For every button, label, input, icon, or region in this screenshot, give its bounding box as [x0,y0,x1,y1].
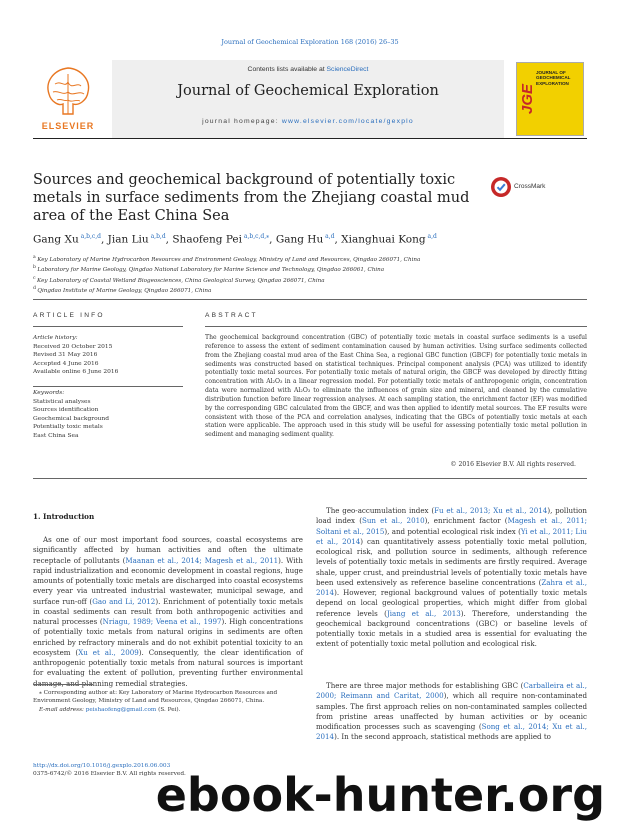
citation-link[interactable]: Nriagu, 1989; Veena et al., 1997 [102,617,222,626]
citation-link[interactable]: Yi et al., 2011; Liu et al., 2014 [316,526,587,546]
abstract-body: The geochemical background concentration (GBC) of potentially toxic metals in coastal surface sediments is a useful reference to assess the extent of sediment contamination caused by human activities. Using surface sediments collected from the Zhejiang coastal mud area of the East China Sea, a regional GBC function (GBCF) for potentially toxic metals in sediments was constructed based on statistical techniques. Principal component analysis (PCA) was utilized to identify potentially toxic metal sources. For potentially toxic metals of natural origin, the GBCF was developed by directly fitting concentration with Al₂O₃ in a linear regression model. For potentially toxic metals of anthropogenic origin, concentration data were normalized with Al₂O₃ to eliminate the influences of grain size and mineral, and cleaned by the cumulative distribution function before linear regression analyses. At each sampling station, the enrichment factor (EF) was modified by the corresponding GBC calculated from the GBCF, and was then applied to identify metal sources. The EF results were consistent with those of the PCA and correlation analyses, indicating that the GBCs of potentially toxic metals at each station were applicable. The approach used in this study will be useful for assessing potentially toxic metal pollution in sediment and managing sediment quality. [205,334,587,439]
history-item: Available online 6 June 2016 [33,369,119,376]
divider [33,478,587,479]
crossmark-icon[interactable] [490,176,512,198]
affiliation-item: $^a$ Key Laboratory of Marine Hydrocarbon Resources and Environment Geology, Ministry of Land and Resources, Qingdao 266071, China [33,255,421,263]
homepage-link[interactable]: www.elsevier.com/locate/gexplo [281,118,414,125]
elsevier-tree-logo [33,60,103,130]
cover-mark: JGE [519,84,536,115]
author-affiliation-marker[interactable]: a,d [323,233,335,240]
crossmark-label[interactable]: CrossMark [514,183,546,190]
abstract-heading: ABSTRACT [205,312,258,319]
citation-link[interactable]: Sun et al., 2010 [362,516,425,526]
keyword-item: Statistical analyses [33,398,91,405]
citation-link[interactable]: Magesh et al., 2011; Soltani et al., 2015 [316,516,587,536]
divider [33,326,183,327]
keywords-list [33,398,153,441]
citation-link[interactable]: Maanan et al., 2014; Magesh et al., 2011 [125,555,279,565]
keywords-label: Keywords: [33,389,65,396]
history-item: Revised 31 May 2016 [33,352,98,359]
email-suffix: (S. Pei). [156,706,181,713]
affiliation-item: $^c$ Key Laboratory of Coastal Wetland Biogeosciences, China Geological Survey, Qingdao 266071, China [33,275,325,284]
history-item: Received 20 October 2015 [33,343,113,350]
divider [205,326,587,327]
author-name[interactable]: Shaofeng Pei [172,233,242,246]
corresponding-author-footnote [33,689,303,714]
history-label: Article history: [33,335,78,341]
citation-link[interactable]: Fu et al., 2013; Xu et al., 2014 [434,506,548,515]
citation-link[interactable]: Jiang et al., 2013 [386,608,461,618]
keyword-item: Potentially toxic metals [33,424,103,431]
watermark-text: ebook-hunter.org [155,768,605,822]
divider [33,299,587,300]
history-list [33,343,153,377]
sciencedirect-link[interactable]: ScienceDirect [326,66,369,73]
author-name[interactable]: Gang Xu [33,233,79,246]
intro-paragraph-left: As one of our most important food sources, coastal ecosystems are significantly affected by human activities and often the ultimate receptacle of pollutants (Maanan et al., 2014; Magesh et al., 2011). With rapid industrialization and economic development in coastal regions, huge amounts of potentially toxic metals are discharged into coastal ecosystems every year via untreated industrial wastewater, municipal sewage, and surface run-off (Gao and Li, 2012). Enrichment of potentially toxic metals in coastal sediments can result from both anthropogenic activities and natural processes (Nriagu, 1989; Veena et al., 1997). High concentrations of potentially toxic metals from natural origins in sediments are often enriched by refractory minerals and do not exhibit potential toxicity to an ecosystem (Xu et al., 2009). Consequently, the clear identification of anthropogenic potentially toxic metals from natural sources is important for evaluating the extent of pollution, preventing further environmental damage, and planning remedial strategies. [33,535,304,688]
keyword-item: Geochemical background [33,415,109,422]
section-heading: 1. Introduction [33,512,95,521]
intro-paragraph-right-2: There are three major methods for establishing GBC (Carballeira et al., 2000; Reimann and Caritat, 2000), which all require non-contaminated samples. The first approach relies on non-contaminated samples collected from pristine areas unaffected by human activities or by oceanic modification processes such as scavenging (Song et al., 2014; Xu et al., 2014). In the second approach, statistical methods are applied to [316,681,587,742]
footnote-divider [33,684,93,685]
journal-homepage: journal homepage: www.elsevier.com/locate/gexplo [202,118,414,125]
doi-link[interactable]: http://dx.doi.org/10.1016/j.gexplo.2016.06.003 [33,763,171,769]
affiliation-item: $^b$ Laboratory for Marine Geology, Qingdao National Laboratory for Marine Science and Technology, Qingdao 266061, China [33,265,385,274]
citation-link[interactable]: Carballeira et al., 2000; Reimann and Caritat, 2000 [316,681,587,701]
intro-paragraph-right-1: The geo-accumulation index (Fu et al., 2013; Xu et al., 2014), pollution load index (Sun et al., 2010), enrichment factor (Magesh et al., 2011; Soltani et al., 2015), and potential ecological risk index (Yi et al., 2011; Liu et al., 2014) can quantitatively assess potentially toxic metal pollution, ecological risk, and pollution source in sediments, although reference levels of potentially toxic metals in sediments are firstly required. Average shale, upper crust, and preindustrial levels of potentially toxic metals have been used extensively as reference baseline concentrations (Zahra et al., 2014). However, regional background values of potentially toxic metals depend on local geological properties, which might differ from global reference levels (Jiang et al., 2013). Therefore, understanding the geochemical background concentrations (GBC) or baseline levels of potentially toxic metals in a studied area is essential for evaluating the extent of potentially toxic metal pollution and ecological risk. [316,506,588,649]
author-name[interactable]: Jian Liu [107,233,149,246]
author-name[interactable]: Gang Hu [275,233,324,246]
author-affiliation-marker[interactable]: a,d [425,233,437,240]
cover-title: JOURNAL OF GEOCHEMICAL EXPLORATION [536,70,571,86]
copyright-notice: © 2016 Elsevier B.V. All rights reserved. [450,461,576,468]
author-affiliation-marker[interactable]: a,b,c,d [78,233,101,240]
affiliation-item: $^d$ Qingdao Institute of Marine Geology, Qingdao 266071, China [33,286,212,295]
article-info [33,334,153,441]
journal-title: Journal of Geochemical Exploration [177,83,439,99]
keyword-item: East China Sea [33,432,79,439]
email-link[interactable]: peishaofeng@gmail.com [85,706,157,713]
publisher-name: ELSEVIER [41,121,95,131]
citation-link[interactable]: Zahra et al., 2014 [316,577,588,597]
history-item: Accepted 4 June 2016 [33,360,99,367]
keyword-item: Sources identification [33,407,99,414]
contents-availability: Contents lists available at ScienceDirect [247,66,369,73]
citation-link[interactable]: Gao and Li, 2012 [92,596,156,606]
author-list: Gang Xu $^{a,b,c,d}$, Jian Liu $^{a,b,d}$, Shaofeng Pei $^{a,b,c,d,⁎}$, Gang Hu $^{a,d}$, Xianghuai Kong $^{a,d}$ [33,233,437,246]
affiliations [33,254,587,296]
author-affiliation-marker[interactable]: a,b,c,d,⁎ [241,233,270,240]
journal-citation-link[interactable]: Journal of Geochemical Exploration 168 (2016) 26–35 [221,38,399,46]
citation-link[interactable]: Xu et al., 2009 [78,647,139,657]
article-info-heading: ARTICLE INFO [33,312,105,319]
email-label: E-mail address: [39,706,86,713]
author-name[interactable]: Xianghuai Kong [341,233,426,246]
issn-line: 0375-6742/© 2016 Elsevier B.V. All rights reserved. [33,771,186,777]
citation-link[interactable]: Song et al., 2014; Xu et al., 2014 [316,722,587,742]
footnote-text: ⁎ Corresponding author at: Key Laboratory of Marine Hydrocarbon Resources and Environment Geology, Ministry of Land and Resources, Qingdao 266071, China. [33,690,278,705]
author-affiliation-marker[interactable]: a,b,d [148,233,166,240]
article-title: Sources and geochemical background of potentially toxic metals in surface sediments from the Zhejiang coastal mud area of the East China Sea [33,172,470,224]
